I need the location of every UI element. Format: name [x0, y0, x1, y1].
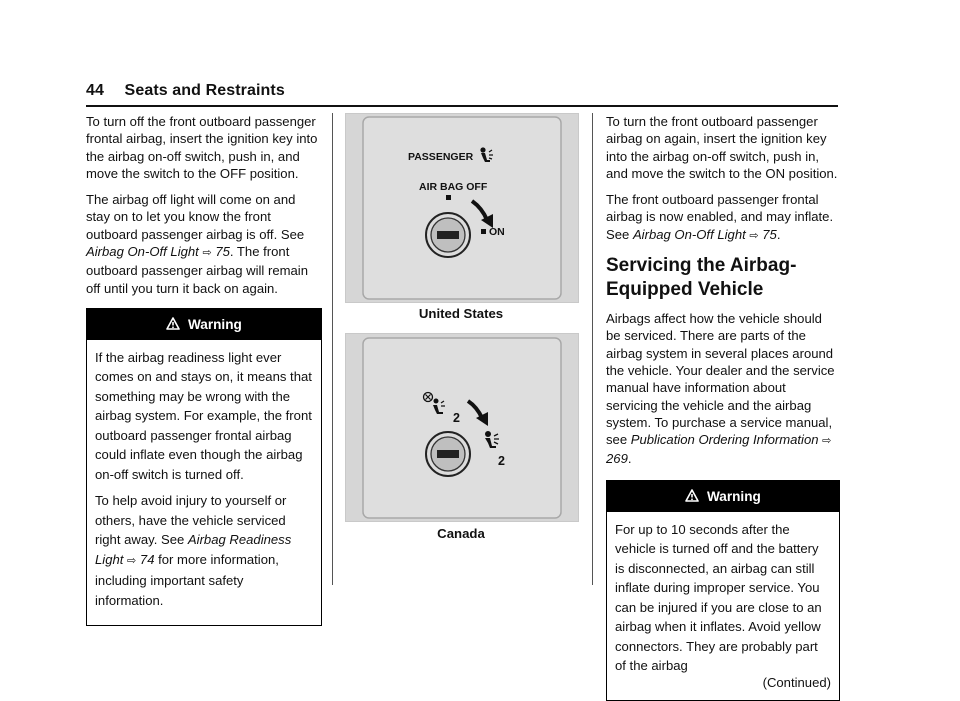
arrow-right-icon: ⇨: [127, 554, 137, 567]
figure-us-switch: [345, 113, 579, 303]
column-divider-right: [592, 113, 593, 585]
key-switch: [426, 213, 470, 257]
column-divider-left: [332, 113, 333, 585]
warning-box: [606, 480, 840, 701]
passenger-label: PASSENGER: [408, 151, 474, 163]
section-title-header: Seats and Restraints: [124, 82, 285, 99]
warning-triangle-icon: [166, 310, 180, 341]
arrow-right-icon: ⇨: [749, 229, 759, 242]
on-label: ON: [489, 226, 505, 238]
section-heading: Servicing the Airbag-Equipped Vehicle: [606, 255, 797, 301]
figure-caption-canada: Canada: [437, 526, 485, 541]
cross-reference-link[interactable]: Publication Ordering Information: [630, 432, 819, 448]
cross-reference-link[interactable]: Airbag On-Off Light: [632, 226, 746, 242]
off-indicator: [446, 195, 451, 200]
paragraph: To turn off the front outboard passenger frontal airbag, insert the ignition key into the airbag on-off switch, push in, and move the switch to the OFF position.: [86, 114, 318, 181]
paragraph: Airbags affect how the vehicle should be serviced. There are parts of the airbag system in several places around the vehicle. Your dealer and the service manual have information about servicing the vehicle and the airbag system. To purchase a service manual, see Publication Ordering Information ⇨ 269.: [606, 311, 835, 467]
key-switch: [426, 432, 470, 476]
warning-text: If the airbag readiness light ever comes on and stays on, it means that something may be wrong with the airbag system. For example, the front outboard passenger frontal airbag could inflate even though the airbag on-off switch is turned off.: [95, 349, 312, 482]
warning-box: [86, 308, 322, 627]
column-right: [606, 113, 840, 701]
page-ref[interactable]: 75: [762, 226, 777, 242]
arrow-right-icon: ⇨: [202, 247, 212, 260]
header-rule: [86, 105, 838, 107]
warning-body: [607, 512, 839, 701]
off-position-number: 2: [453, 411, 460, 425]
paragraph: To turn the front outboard passenger airbag on again, insert the ignition key into the airbag on-off switch, push in, and move the switch to the ON position.: [606, 114, 838, 181]
continued-label: (Continued): [762, 674, 831, 690]
page-header: [86, 82, 285, 100]
cross-reference-link[interactable]: Airbag On-Off Light: [86, 244, 199, 260]
figure-canada-switch: [345, 333, 579, 522]
warning-title: Warning: [706, 488, 761, 504]
cross-reference-link[interactable]: Airbag Readiness Light: [95, 532, 292, 567]
warning-title: Warning: [187, 316, 242, 332]
page-ref[interactable]: 74: [139, 551, 155, 567]
page-number: 44: [86, 82, 104, 99]
paragraph: The front outboard passenger frontal airbag is now enabled, and may inflate. See Airbag On-Off Light ⇨ 75.: [606, 192, 834, 242]
airbag-off-label: AIR BAG OFF: [419, 181, 488, 193]
on-indicator: [481, 229, 486, 234]
warning-header: [607, 481, 839, 512]
arrow-right-icon: ⇨: [822, 435, 832, 448]
page-ref[interactable]: 75: [215, 244, 230, 260]
column-left: [86, 113, 322, 626]
paragraph: The airbag off light will come on and stay on to let you know the front outboard passenger airbag is off. See Airbag On-Off Light ⇨ 75. The front outboard passenger airbag will remain off until you turn it back on again.: [86, 192, 308, 296]
page-ref[interactable]: 269: [606, 451, 628, 467]
warning-text: To help avoid injury to yourself or others, have the vehicle serviced right away. See Airbag Readiness Light ⇨ 74 for more information, including important safety information.: [95, 493, 292, 608]
us-switch-illustration: [346, 114, 578, 302]
warning-header: [87, 309, 321, 340]
warning-text: For up to 10 seconds after the vehicle is turned off and the battery is disconnected, an airbag can still inflate during improper service. You can be injured if you are close to an airbag when it inflates. Avoid yellow connectors. They are probably part of the airbag: [615, 521, 822, 674]
warning-body: [87, 340, 321, 626]
canada-switch-illustration: [346, 334, 578, 521]
figure-caption-us: United States: [418, 306, 504, 321]
warning-triangle-icon: [685, 482, 699, 513]
on-position-number: 2: [498, 454, 505, 468]
